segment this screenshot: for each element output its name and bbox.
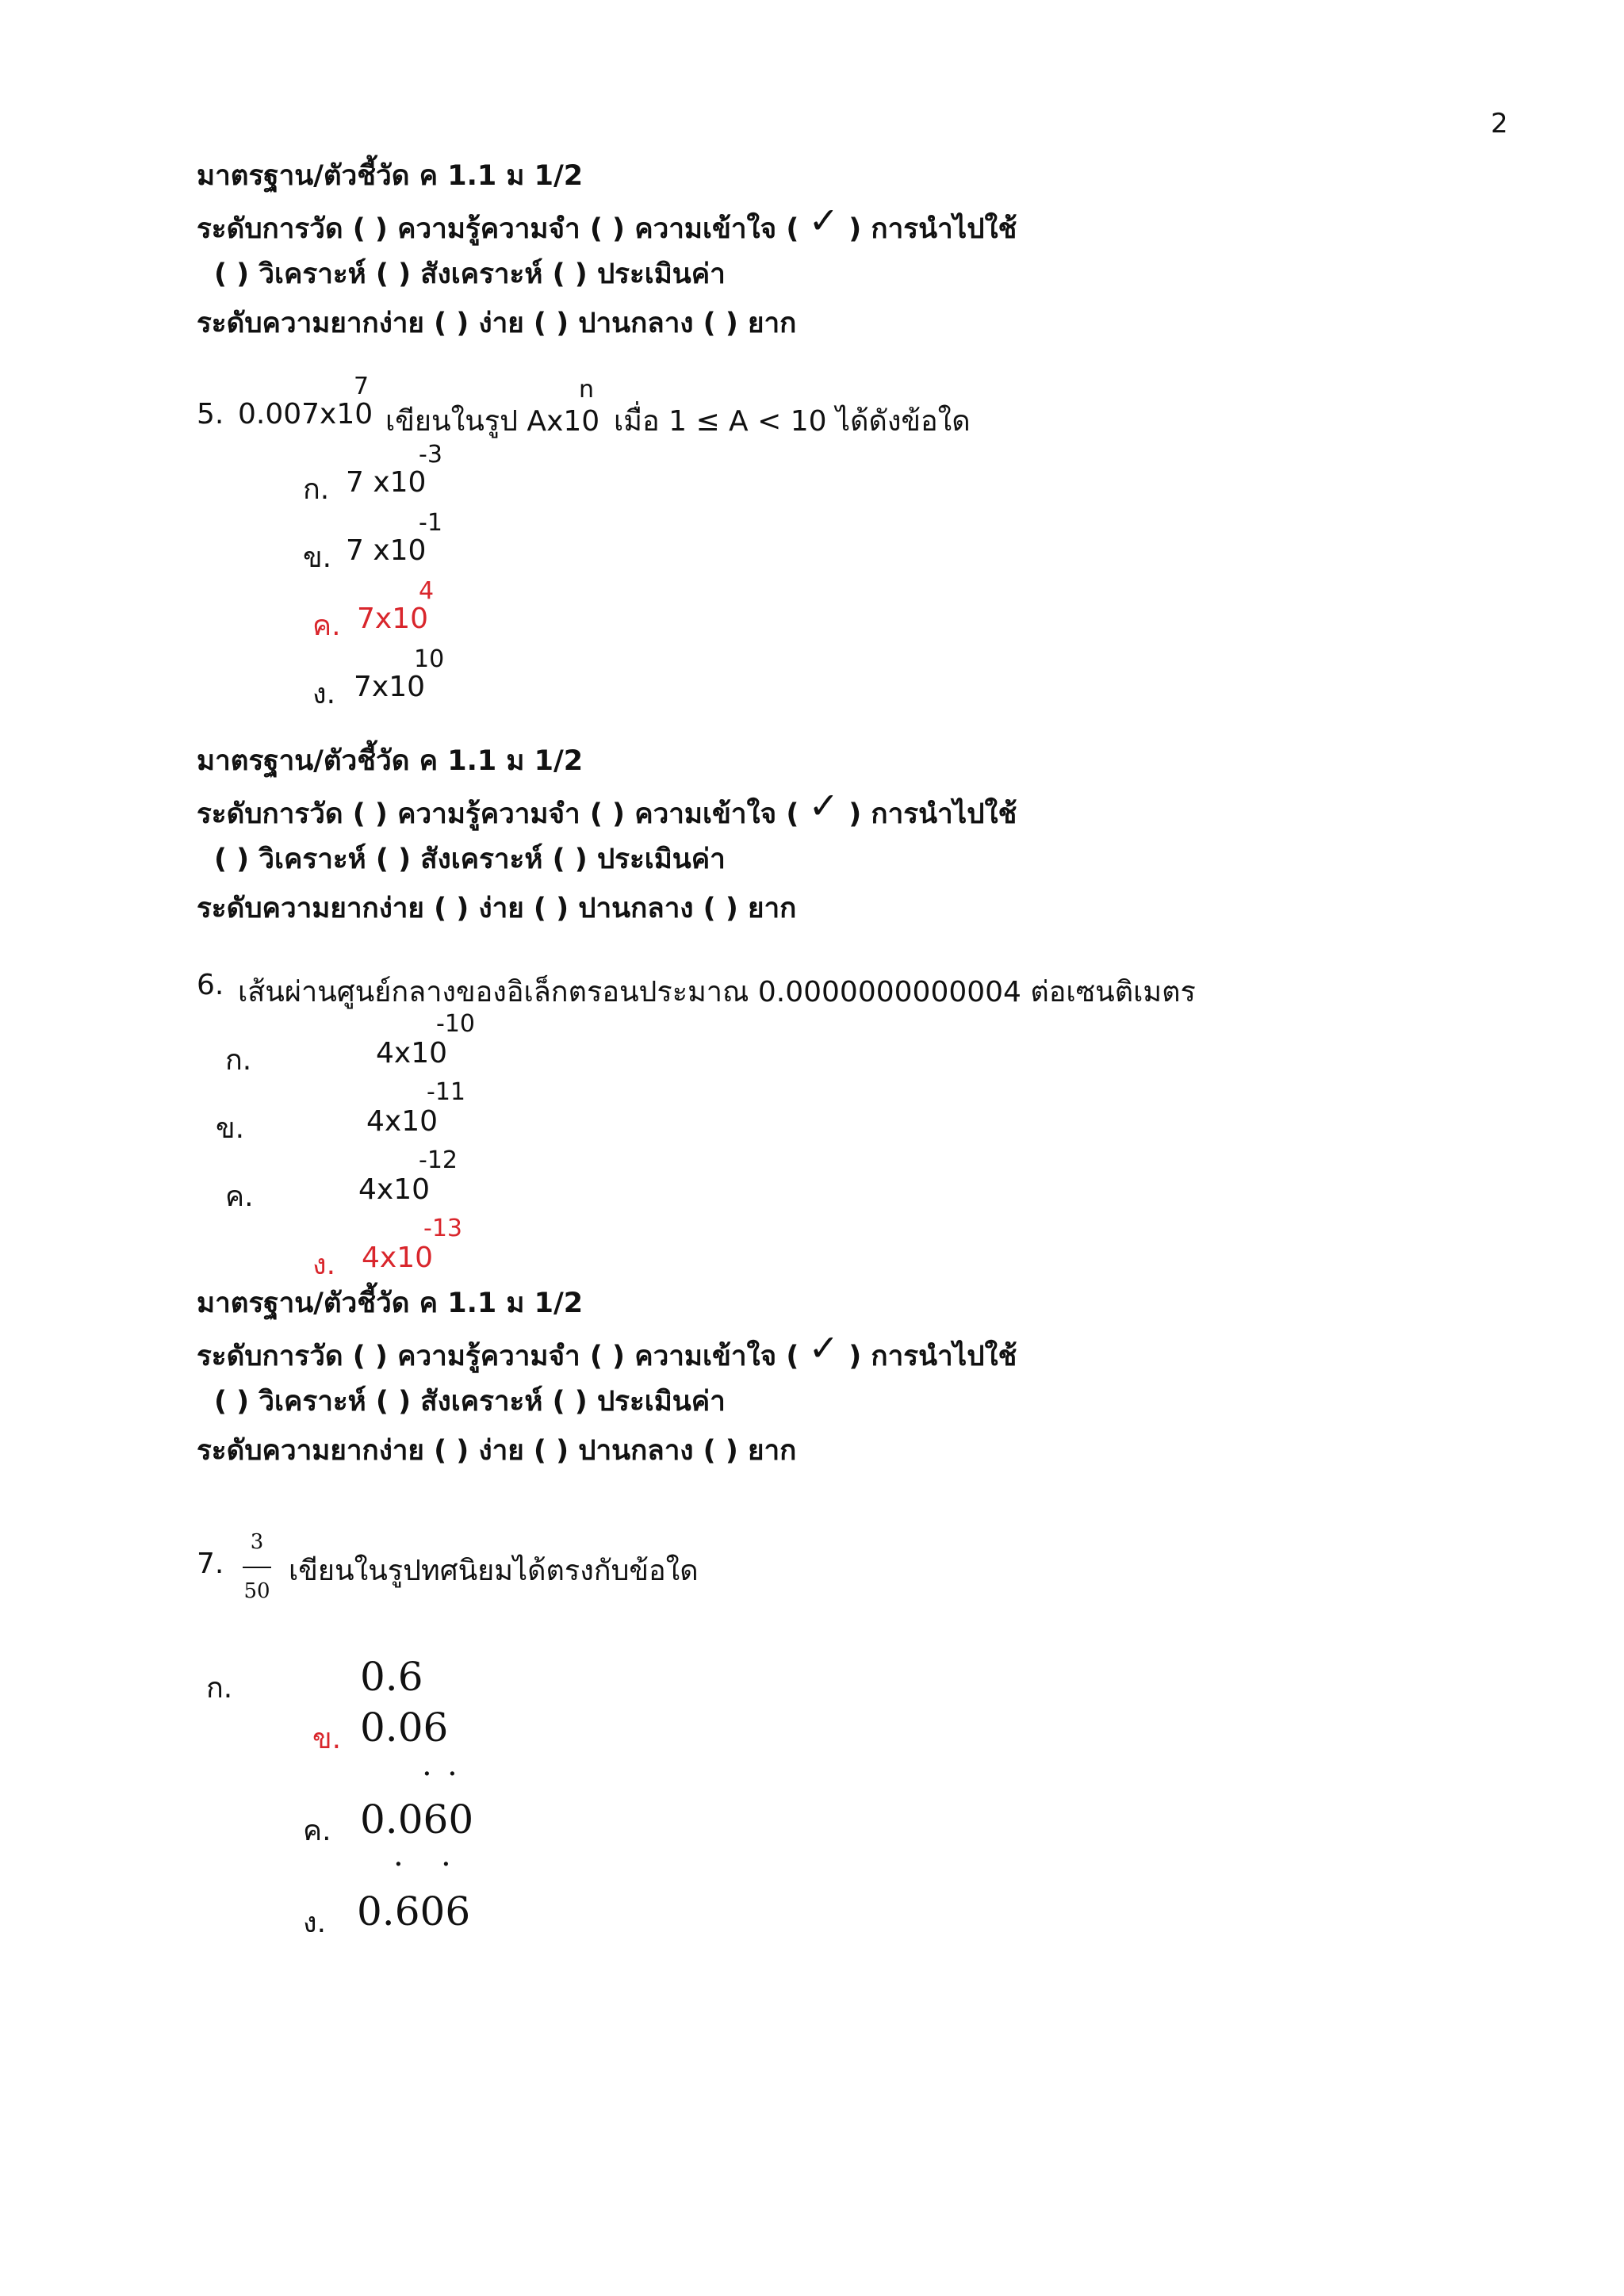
choice-base: 4x10: [358, 1173, 431, 1206]
repeating-dot: .: [393, 1837, 404, 1873]
choice-exponent: -1: [419, 509, 442, 537]
difficulty-line: ระดับความยากง่าย ( ) ง่าย ( ) ปานกลาง ( ) ยาก: [197, 308, 797, 339]
q5-number: 5.: [197, 398, 224, 430]
fraction-bar: [243, 1567, 271, 1568]
choice-base: 4x10: [376, 1037, 448, 1070]
q5-text-a: เขียนในรูป Ax10: [385, 405, 600, 438]
choice-value: 0.060: [360, 1797, 474, 1843]
q5-text-b: เมื่อ 1 ≤ A < 10 ได้ดังข้อใด: [614, 405, 971, 438]
choice-exponent: -13: [423, 1215, 462, 1242]
choice-base: 7 x10: [346, 534, 427, 567]
standard-line: มาตรฐาน/ตัวชี้วัด ค 1.1 ม 1/2: [197, 1288, 584, 1319]
choice-label: ง.: [312, 1249, 336, 1281]
fraction-denominator: 50: [243, 1579, 270, 1603]
measure-level-line: [197, 199, 1017, 247]
choice-exponent: -12: [419, 1146, 458, 1174]
choice-label: ง.: [303, 1907, 327, 1939]
check-mark-icon: ✓: [808, 199, 840, 242]
measure-level-line-2: ( ) วิเคราะห์ ( ) สังเคราะห์ ( ) ประเมินค่า: [214, 1386, 726, 1418]
fraction-numerator: 3: [250, 1530, 264, 1554]
choice-label: ง.: [312, 678, 336, 710]
page-number: 2: [1491, 108, 1508, 140]
choice-exponent: -10: [436, 1010, 475, 1038]
choice-exponent: -3: [419, 441, 442, 469]
choice-value: 0.606: [357, 1888, 471, 1934]
measure-level-prefix: ระดับการวัด ( ) ความรู้ความจำ ( ) ความเข้าใจ (: [197, 798, 799, 830]
measure-level-suffix: ) การนำไปใช้: [848, 798, 1017, 830]
check-mark-icon: ✓: [808, 784, 840, 827]
check-mark-icon: ✓: [808, 1326, 840, 1369]
choice-label: ค.: [303, 1815, 331, 1847]
q5-exponent-n: n: [579, 376, 595, 404]
choice-base: 4x10: [366, 1105, 439, 1138]
choice-label: ก.: [206, 1672, 233, 1705]
choice-base: 7x10: [357, 603, 429, 635]
q7-number: 7.: [197, 1548, 224, 1580]
choice-label: ข.: [312, 1723, 342, 1755]
repeating-dot: .: [441, 1837, 451, 1873]
q6-text: เส้นผ่านศูนย์กลางของอิเล็กตรอนประมาณ 0.0000000000004 ต่อเซนติเมตร: [238, 976, 1196, 1008]
choice-label: ค.: [225, 1181, 254, 1213]
choice-value: 0.6: [360, 1654, 423, 1700]
choice-label: ค.: [312, 610, 341, 642]
choice-exponent: -11: [427, 1078, 465, 1106]
choice-exponent: 10: [414, 645, 445, 673]
choice-label: ข.: [216, 1112, 245, 1145]
measure-level-line-2: ( ) วิเคราะห์ ( ) สังเคราะห์ ( ) ประเมินค่า: [214, 844, 726, 875]
measure-level-line: [197, 784, 1017, 832]
difficulty-line: ระดับความยากง่าย ( ) ง่าย ( ) ปานกลาง ( ) ยาก: [197, 1435, 797, 1467]
repeating-dot: .: [422, 1747, 432, 1783]
choice-label: ก.: [303, 473, 330, 506]
q7-text: เขียนในรูปทศนิยมได้ตรงกับข้อใด: [289, 1555, 699, 1587]
q5-base: 0.007x10: [238, 398, 373, 430]
measure-level-line-2: ( ) วิเคราะห์ ( ) สังเคราะห์ ( ) ประเมินค่า: [214, 258, 726, 290]
measure-level-suffix: ) การนำไปใช้: [848, 1341, 1017, 1372]
choice-base: 7 x10: [346, 466, 427, 499]
standard-line: มาตรฐาน/ตัวชี้วัด ค 1.1 ม 1/2: [197, 745, 584, 777]
measure-level-prefix: ระดับการวัด ( ) ความรู้ความจำ ( ) ความเข้าใจ (: [197, 1341, 799, 1372]
standard-line: มาตรฐาน/ตัวชี้วัด ค 1.1 ม 1/2: [197, 160, 584, 192]
choice-exponent: 4: [419, 577, 435, 605]
q6-number: 6.: [197, 969, 224, 1001]
measure-level-suffix: ) การนำไปใช้: [848, 213, 1017, 245]
choice-label: ข.: [303, 541, 332, 574]
choice-label: ก.: [225, 1044, 252, 1077]
difficulty-line: ระดับความยากง่าย ( ) ง่าย ( ) ปานกลาง ( ) ยาก: [197, 893, 797, 924]
choice-base: 7x10: [354, 671, 426, 703]
repeating-dot: .: [447, 1747, 458, 1783]
choice-value: 0.06: [360, 1705, 449, 1751]
measure-level-prefix: ระดับการวัด ( ) ความรู้ความจำ ( ) ความเข้าใจ (: [197, 213, 799, 245]
measure-level-line: [197, 1326, 1017, 1374]
q5-exponent: 7: [354, 373, 370, 400]
choice-base: 4x10: [362, 1242, 434, 1274]
